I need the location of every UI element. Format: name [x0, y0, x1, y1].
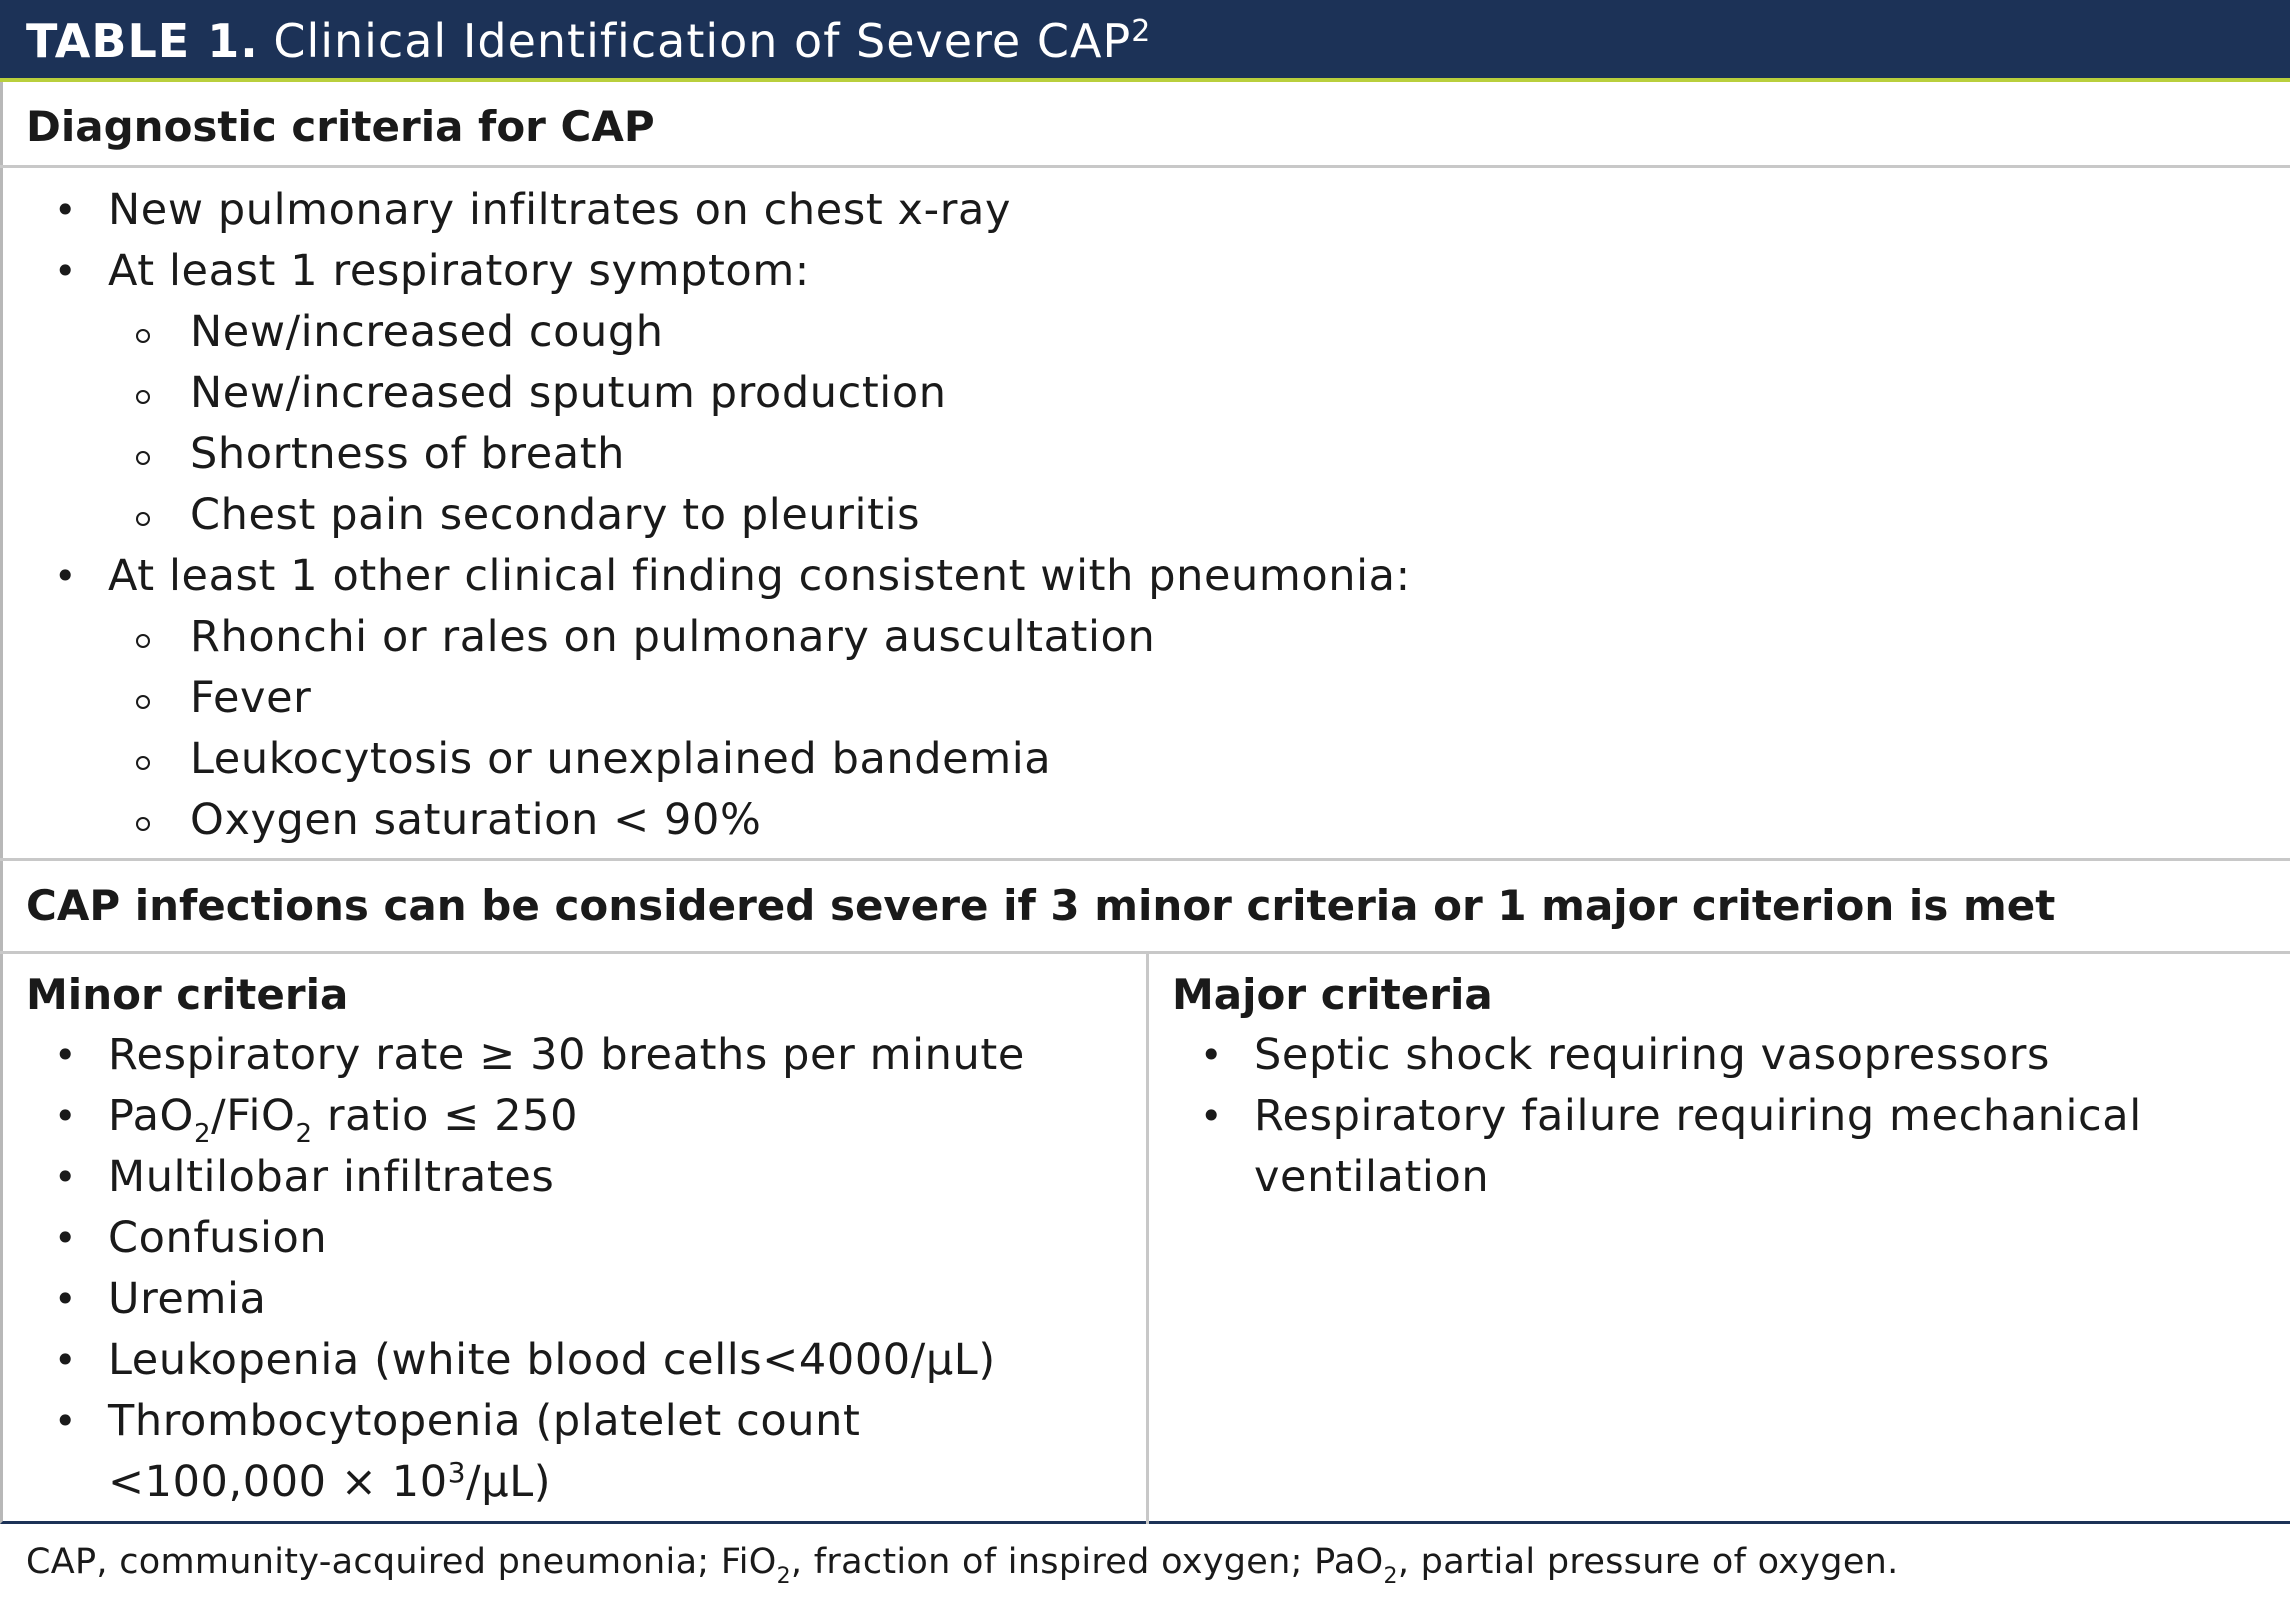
- list-item: • Multilobar infiltrates: [0, 1147, 1025, 1208]
- footnote-text: CAP, community-acquired pneumonia; FiO: [26, 1542, 777, 1582]
- list-item: New/increased cough: [0, 302, 1411, 363]
- list-item: • Respiratory failure requiring mechanical: [1146, 1086, 2142, 1147]
- pao2-subscript: 2: [194, 1119, 212, 1149]
- list-item: Shortness of breath: [0, 424, 1411, 485]
- major-criteria-heading: Major criteria: [1172, 970, 1493, 1019]
- diagnostic-criteria-list: [0, 180, 1411, 851]
- pao2-text: PaO: [108, 1091, 194, 1141]
- list-item: • At least 1 respiratory symptom:: [0, 241, 1411, 302]
- platelet-count-text: <100,000 × 10: [108, 1457, 448, 1507]
- diagnostic-criteria-heading: Diagnostic criteria for CAP: [0, 82, 2290, 168]
- footnote-subscript: 2: [1383, 1564, 1398, 1589]
- minor-criteria-list: [0, 1025, 1025, 1513]
- title-reference: 2: [1131, 14, 1151, 49]
- list-item: • Septic shock requiring vasopressors: [1146, 1025, 2142, 1086]
- list-item: • New pulmonary infiltrates on chest x-ray: [0, 180, 1411, 241]
- list-item: [0, 1086, 1025, 1147]
- list-item-continuation: [0, 1452, 1025, 1513]
- table-number: TABLE 1.: [26, 14, 259, 68]
- fio2-subscript: 2: [295, 1119, 313, 1149]
- list-item: Rhonchi or rales on pulmonary auscultation: [0, 607, 1411, 668]
- footnote-text: , fraction of inspired oxygen; PaO: [790, 1542, 1384, 1582]
- table-title-bar: [0, 0, 2290, 82]
- list-item: • Respiratory rate ≥ 30 breaths per minute: [0, 1025, 1025, 1086]
- list-item: • Leukopenia (white blood cells<4000/µL): [0, 1330, 1025, 1391]
- fio2-text: /FiO: [211, 1091, 296, 1141]
- list-item-continuation: ventilation: [1254, 1152, 1490, 1202]
- exponent: 3: [447, 1456, 467, 1489]
- table-title: Clinical Identification of Severe CAP: [273, 14, 1132, 68]
- ratio-text: ratio ≤ 250: [312, 1091, 579, 1141]
- table-footnote: [26, 1536, 1899, 1588]
- list-item: • Thrombocytopenia (platelet count: [0, 1391, 1025, 1452]
- footnote-subscript: 2: [776, 1564, 791, 1589]
- list-item: Leukocytosis or unexplained bandemia: [0, 729, 1411, 790]
- list-item: • Uremia: [0, 1269, 1025, 1330]
- major-criteria-list: [1146, 1025, 2142, 1208]
- unit-text: /µL): [466, 1457, 552, 1507]
- list-item: New/increased sputum production: [0, 363, 1411, 424]
- list-item: • Confusion: [0, 1208, 1025, 1269]
- list-item: Chest pain secondary to pleuritis: [0, 485, 1411, 546]
- list-item: • At least 1 other clinical finding consistent with pneumonia:: [0, 546, 1411, 607]
- severity-rule-heading: CAP infections can be considered severe if 3 minor criteria or 1 major criterion is met: [0, 858, 2290, 954]
- footnote-text: , partial pressure of oxygen.: [1397, 1542, 1899, 1582]
- list-item: Fever: [0, 668, 1411, 729]
- minor-criteria-heading: Minor criteria: [26, 970, 349, 1019]
- list-item: Oxygen saturation < 90%: [0, 790, 1411, 851]
